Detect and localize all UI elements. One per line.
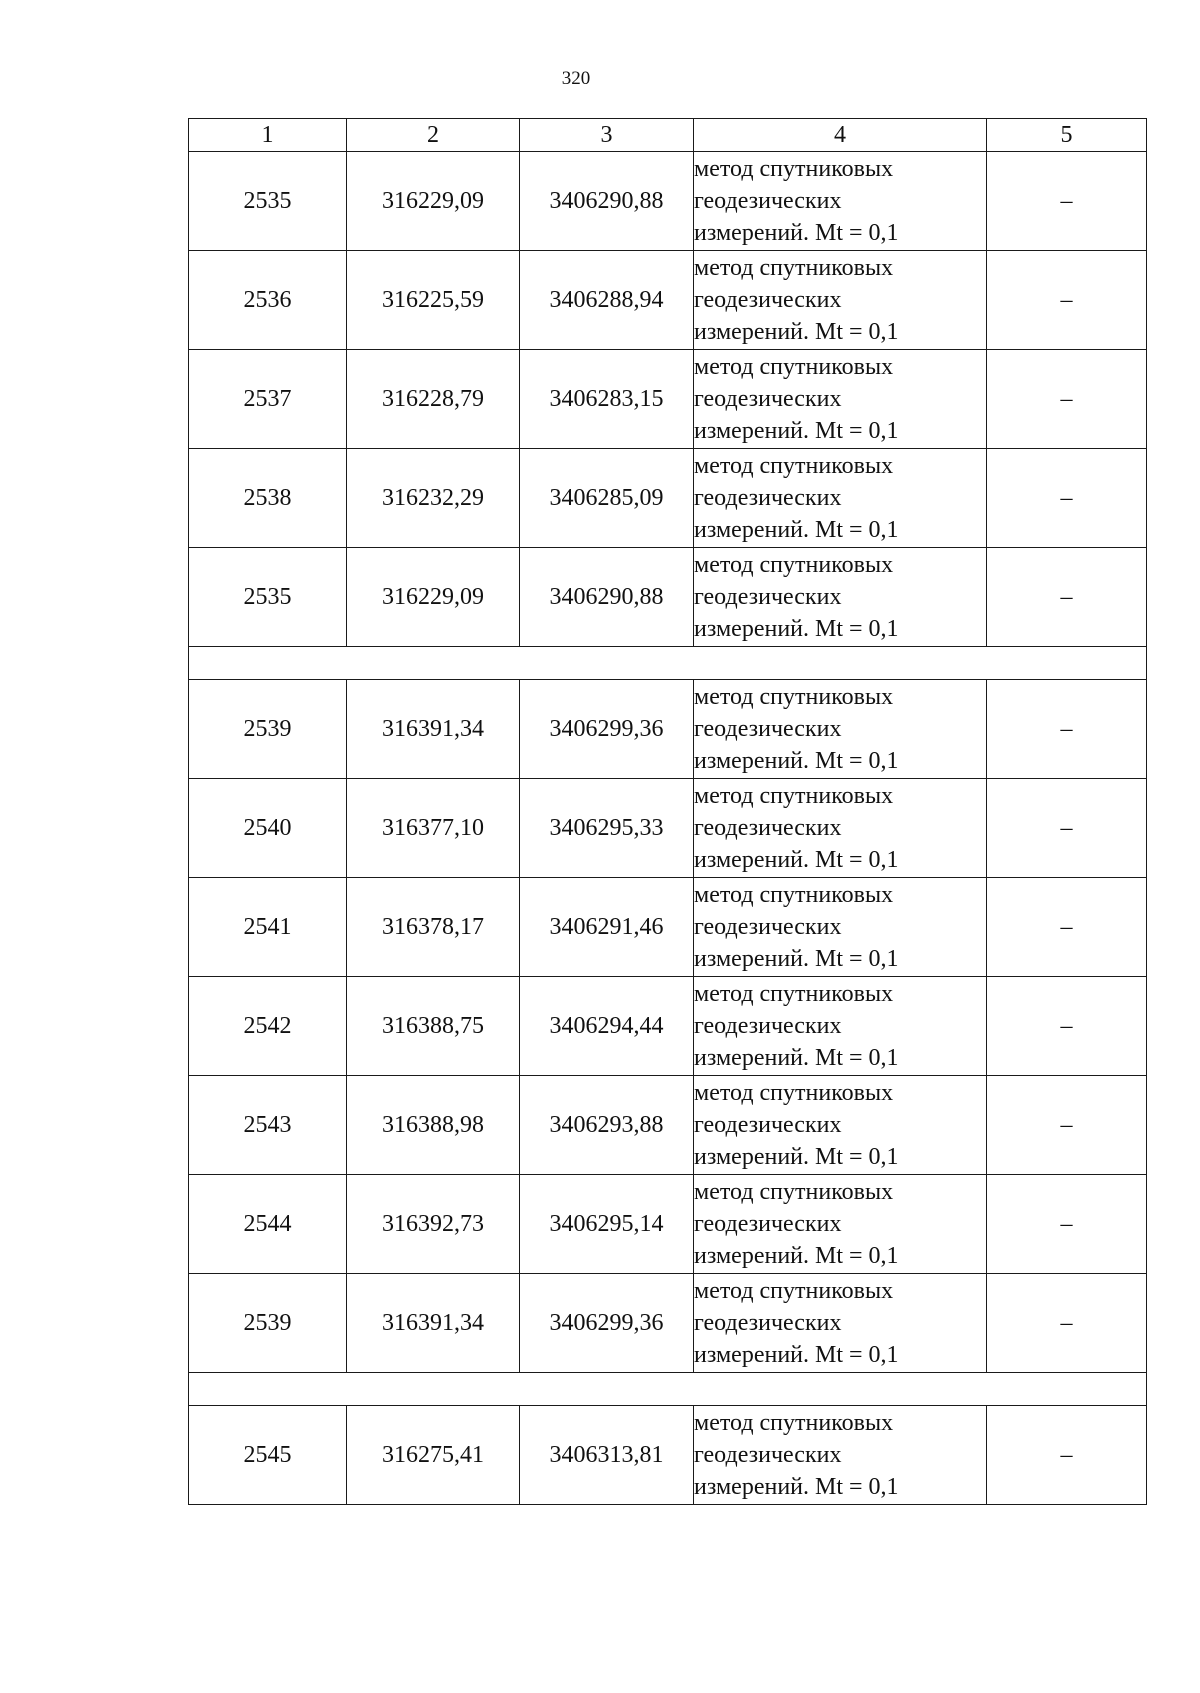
point-number-cell: 2541 (189, 878, 347, 977)
coordinate-x-cell: 316392,73 (347, 1175, 520, 1274)
column-5-cell: – (987, 548, 1147, 647)
coordinate-y-cell: 3406293,88 (520, 1076, 694, 1175)
method-cell (694, 350, 987, 449)
coordinate-y-cell: 3406288,94 (520, 251, 694, 350)
coordinate-x-cell: 316232,29 (347, 449, 520, 548)
method-line: измерений. Mt = 0,1 (694, 1243, 899, 1269)
table-header-row (189, 119, 1147, 152)
table-row (189, 779, 1147, 878)
method-line: метод спутниковых (694, 552, 894, 578)
coordinate-y-cell: 3406295,14 (520, 1175, 694, 1274)
method-cell (694, 1274, 987, 1373)
column-5-cell: – (987, 1274, 1147, 1373)
method-line: геодезических (694, 1310, 842, 1336)
method-line: геодезических (694, 188, 842, 214)
coordinates-table (188, 118, 1147, 1505)
table-row (189, 449, 1147, 548)
group-separator-row (189, 1373, 1147, 1406)
table-row (189, 1406, 1147, 1505)
point-number-cell: 2535 (189, 152, 347, 251)
column-header-2: 2 (347, 119, 520, 152)
method-line: измерений. Mt = 0,1 (694, 748, 899, 774)
column-header-5: 5 (987, 119, 1147, 152)
method-line: метод спутниковых (694, 783, 894, 809)
coordinate-x-cell: 316228,79 (347, 350, 520, 449)
point-number-cell: 2539 (189, 680, 347, 779)
method-line: геодезических (694, 485, 842, 511)
method-line: геодезических (694, 716, 842, 742)
method-cell (694, 1406, 987, 1505)
point-number-cell: 2537 (189, 350, 347, 449)
column-5-cell: – (987, 977, 1147, 1076)
method-line: метод спутниковых (694, 255, 894, 281)
coordinate-x-cell: 316229,09 (347, 152, 520, 251)
coordinate-x-cell: 316229,09 (347, 548, 520, 647)
coordinate-y-cell: 3406285,09 (520, 449, 694, 548)
method-cell (694, 1175, 987, 1274)
method-line: геодезических (694, 815, 842, 841)
column-5-cell: – (987, 1076, 1147, 1175)
coordinate-y-cell: 3406283,15 (520, 350, 694, 449)
point-number-cell: 2536 (189, 251, 347, 350)
table-row (189, 548, 1147, 647)
coordinate-x-cell: 316388,75 (347, 977, 520, 1076)
coordinate-y-cell: 3406290,88 (520, 548, 694, 647)
column-header-4: 4 (694, 119, 987, 152)
coordinate-x-cell: 316378,17 (347, 878, 520, 977)
method-cell (694, 548, 987, 647)
method-cell (694, 878, 987, 977)
table-row (189, 1076, 1147, 1175)
column-5-cell: – (987, 779, 1147, 878)
coordinate-x-cell: 316225,59 (347, 251, 520, 350)
method-line: геодезических (694, 1112, 842, 1138)
coordinate-y-cell: 3406313,81 (520, 1406, 694, 1505)
coordinate-y-cell: 3406295,33 (520, 779, 694, 878)
method-line: метод спутниковых (694, 354, 894, 380)
point-number-cell: 2542 (189, 977, 347, 1076)
method-line: геодезических (694, 1442, 842, 1468)
point-number-cell: 2539 (189, 1274, 347, 1373)
method-line: геодезических (694, 584, 842, 610)
method-cell (694, 1076, 987, 1175)
group-separator-cell (189, 1373, 1147, 1406)
method-line: метод спутниковых (694, 453, 894, 479)
method-line: измерений. Mt = 0,1 (694, 946, 899, 972)
table-row (189, 1274, 1147, 1373)
column-5-cell: – (987, 152, 1147, 251)
column-header-3: 3 (520, 119, 694, 152)
method-line: измерений. Mt = 0,1 (694, 847, 899, 873)
method-line: метод спутниковых (694, 981, 894, 1007)
method-line: метод спутниковых (694, 882, 894, 908)
column-5-cell: – (987, 251, 1147, 350)
coordinate-x-cell: 316377,10 (347, 779, 520, 878)
table-row (189, 878, 1147, 977)
method-line: геодезических (694, 287, 842, 313)
page-number: 320 (561, 68, 591, 89)
method-line: геодезических (694, 386, 842, 412)
table-row (189, 680, 1147, 779)
method-line: измерений. Mt = 0,1 (694, 1045, 899, 1071)
method-line: метод спутниковых (694, 156, 894, 182)
coordinate-x-cell: 316391,34 (347, 1274, 520, 1373)
coordinate-y-cell: 3406299,36 (520, 1274, 694, 1373)
method-cell (694, 779, 987, 878)
column-5-cell: – (987, 449, 1147, 548)
table-row (189, 251, 1147, 350)
coordinate-y-cell: 3406291,46 (520, 878, 694, 977)
method-line: геодезических (694, 1211, 842, 1237)
point-number-cell: 2540 (189, 779, 347, 878)
table-row (189, 1175, 1147, 1274)
coordinate-x-cell: 316391,34 (347, 680, 520, 779)
table-body (189, 152, 1147, 1505)
column-5-cell: – (987, 1406, 1147, 1505)
group-separator-row (189, 647, 1147, 680)
point-number-cell: 2543 (189, 1076, 347, 1175)
column-5-cell: – (987, 878, 1147, 977)
coordinate-y-cell: 3406290,88 (520, 152, 694, 251)
table-row (189, 977, 1147, 1076)
method-line: измерений. Mt = 0,1 (694, 1144, 899, 1170)
method-line: метод спутниковых (694, 1179, 894, 1205)
coordinate-y-cell: 3406299,36 (520, 680, 694, 779)
coordinate-y-cell: 3406294,44 (520, 977, 694, 1076)
method-line: измерений. Mt = 0,1 (694, 517, 899, 543)
method-line: измерений. Mt = 0,1 (694, 616, 899, 642)
column-header-1: 1 (189, 119, 347, 152)
column-5-cell: – (987, 1175, 1147, 1274)
method-line: измерений. Mt = 0,1 (694, 220, 899, 246)
method-line: геодезических (694, 914, 842, 940)
point-number-cell: 2538 (189, 449, 347, 548)
method-line: измерений. Mt = 0,1 (694, 319, 899, 345)
method-line: метод спутниковых (694, 1410, 894, 1436)
coordinate-x-cell: 316275,41 (347, 1406, 520, 1505)
table-row (189, 152, 1147, 251)
method-cell (694, 449, 987, 548)
table-row (189, 350, 1147, 449)
method-cell (694, 977, 987, 1076)
method-line: геодезических (694, 1013, 842, 1039)
method-cell (694, 680, 987, 779)
method-line: измерений. Mt = 0,1 (694, 1342, 899, 1368)
point-number-cell: 2544 (189, 1175, 347, 1274)
method-line: метод спутниковых (694, 1080, 894, 1106)
method-line: метод спутниковых (694, 684, 894, 710)
coordinate-x-cell: 316388,98 (347, 1076, 520, 1175)
point-number-cell: 2535 (189, 548, 347, 647)
method-cell (694, 152, 987, 251)
method-line: измерений. Mt = 0,1 (694, 1474, 899, 1500)
method-cell (694, 251, 987, 350)
column-5-cell: – (987, 350, 1147, 449)
column-5-cell: – (987, 680, 1147, 779)
group-separator-cell (189, 647, 1147, 680)
method-line: измерений. Mt = 0,1 (694, 418, 899, 444)
point-number-cell: 2545 (189, 1406, 347, 1505)
method-line: метод спутниковых (694, 1278, 894, 1304)
